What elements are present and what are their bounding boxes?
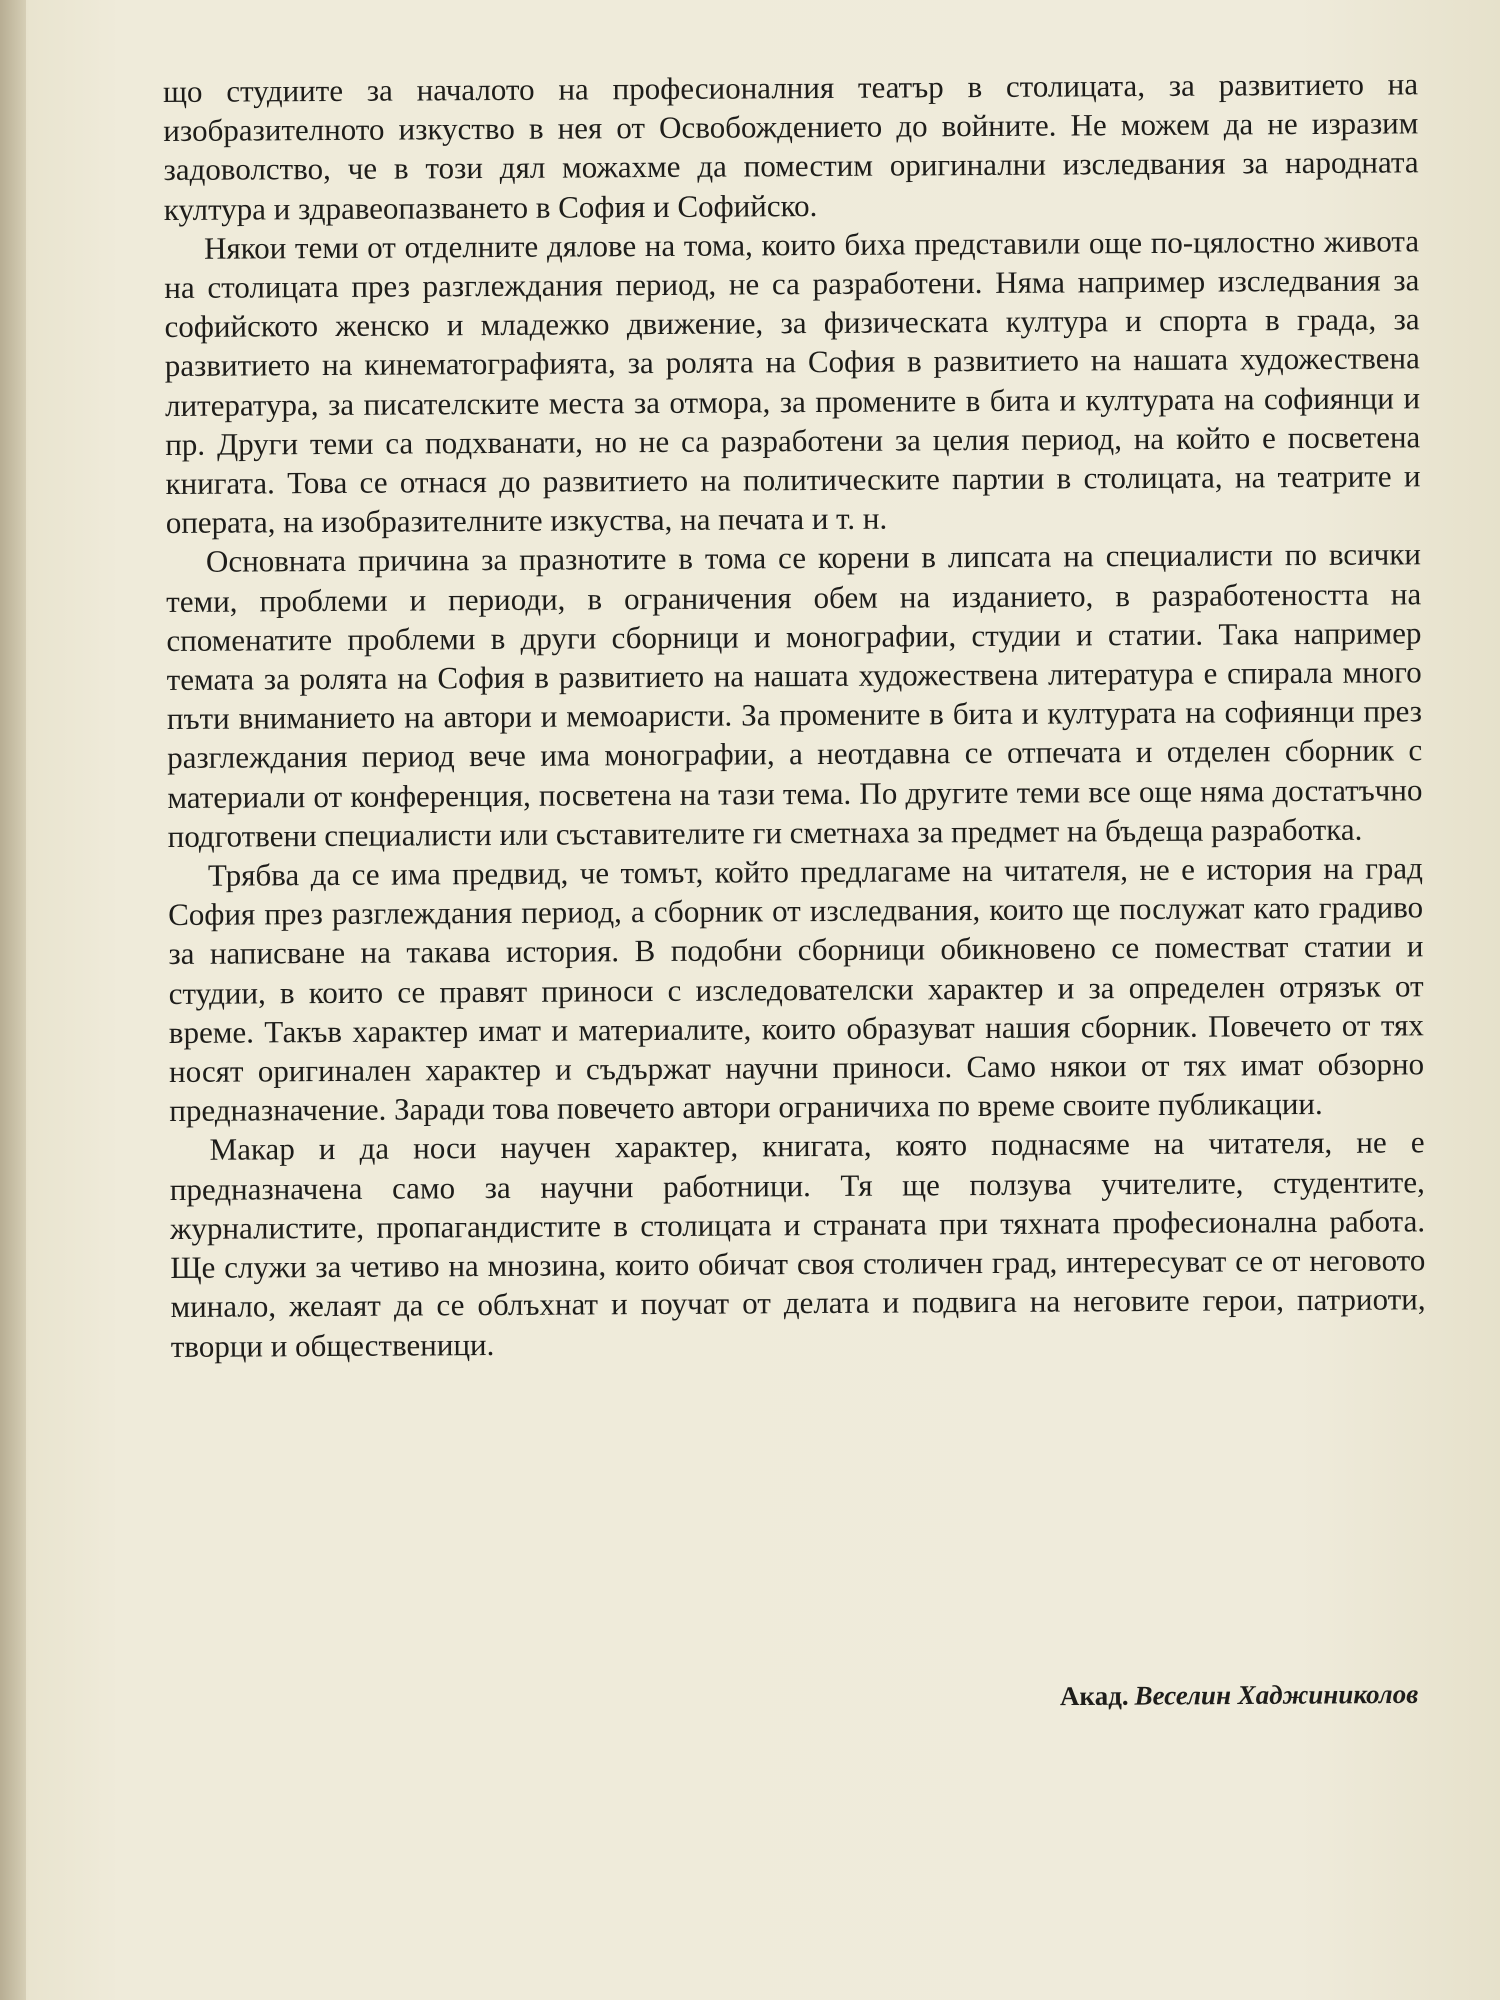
signature-title: Акад. — [1059, 1680, 1129, 1712]
paragraph-4: Трябва да се има предвид, че томът, който предлагаме на читателя, не е история на град София през разглеждания период, а сборник от изследвания, които ще послужат като градиво за написване на такава история. В подобни сборници обикновено се поместват статии и студии, в които се правят приноси с изследователски характер и за определен отрязък от време. Такъв характер имат и материалите, които образуват нашия сборник. Повечето от тях носят оригинален характер и съдържат научни приноси. Само някои от тях имат обзорно предназначение. Заради това повечето автори ограничиха по време своите публикации. — [168, 850, 1425, 1129]
paragraph-5: Макар и да носи научен характер, книгата, която поднасяме на читателя, не е предназначена само за научни работници. Тя ще ползува учителите, студентите, журналистите, пропагандистите в столицата и страната при тяхната професионална работа. Ще служи за четиво на мнозина, които обичат своя столичен град, интересуват се от неговото минало, желаят да се облъхнат и поучат от делата и подвига на неговите герои, патриоти, творци и общественици. — [169, 1124, 1426, 1364]
paragraph-1: що студиите за началото на професионалния театър в столицата, за развитието на изобразителното изкуство в нея от Освобождението до войните. Не можем да не изразим задоволство, че в този дял можахме да поместим оригинални изследвания за народната култура и здравеопазването в София и Софийско. — [163, 66, 1419, 227]
signature-name: Веселин Хаджиниколов — [1134, 1678, 1419, 1711]
page-gutter — [0, 0, 26, 2000]
author-signature — [1060, 1679, 1418, 1712]
paragraph-2: Някои теми от отделните дялове на тома, които биха представили още по-цялостно живота на столицата през разглеждания период, не са разработени. Няма например изследвания за софийското женско и младежко движение, за физическата култура и спорта в града, за развитието на кинематографията, за ролята на София в развитието на нашата художествена литература, за писателските места за отмора, за промените в бита и културата на софиянци и пр. Други теми са подхванати, но не са разработени за целия период, на който е посветена книгата. Това се отнася до развитието на политическите партии в столицата, на театрите и операта, на изобразителните изкуства, на печата и т. н. — [164, 223, 1421, 541]
paragraph-3: Основната причина за празнотите в тома се корени в липсата на специалисти по всички теми, проблеми и периоди, в ограничения обем на изданието, в разработеността на споменатите проблеми в други сборници и монографии, студии и статии. Така например темата за ролята на София в развитието на нашата художествена литература е спирала много пъти вниманието на автори и мемоаристи. За промените в бита и културата на софиянци през разглеждания период вече има монографии, а неотдавна се отпечата и отделен сборник с материали от конференция, посветена на тази тема. По другите теми все още няма достатъчно подготвени специалисти или съставителите ги сметнаха за предмет на бъдеща разработка. — [166, 536, 1423, 854]
body-text — [163, 64, 1426, 1365]
